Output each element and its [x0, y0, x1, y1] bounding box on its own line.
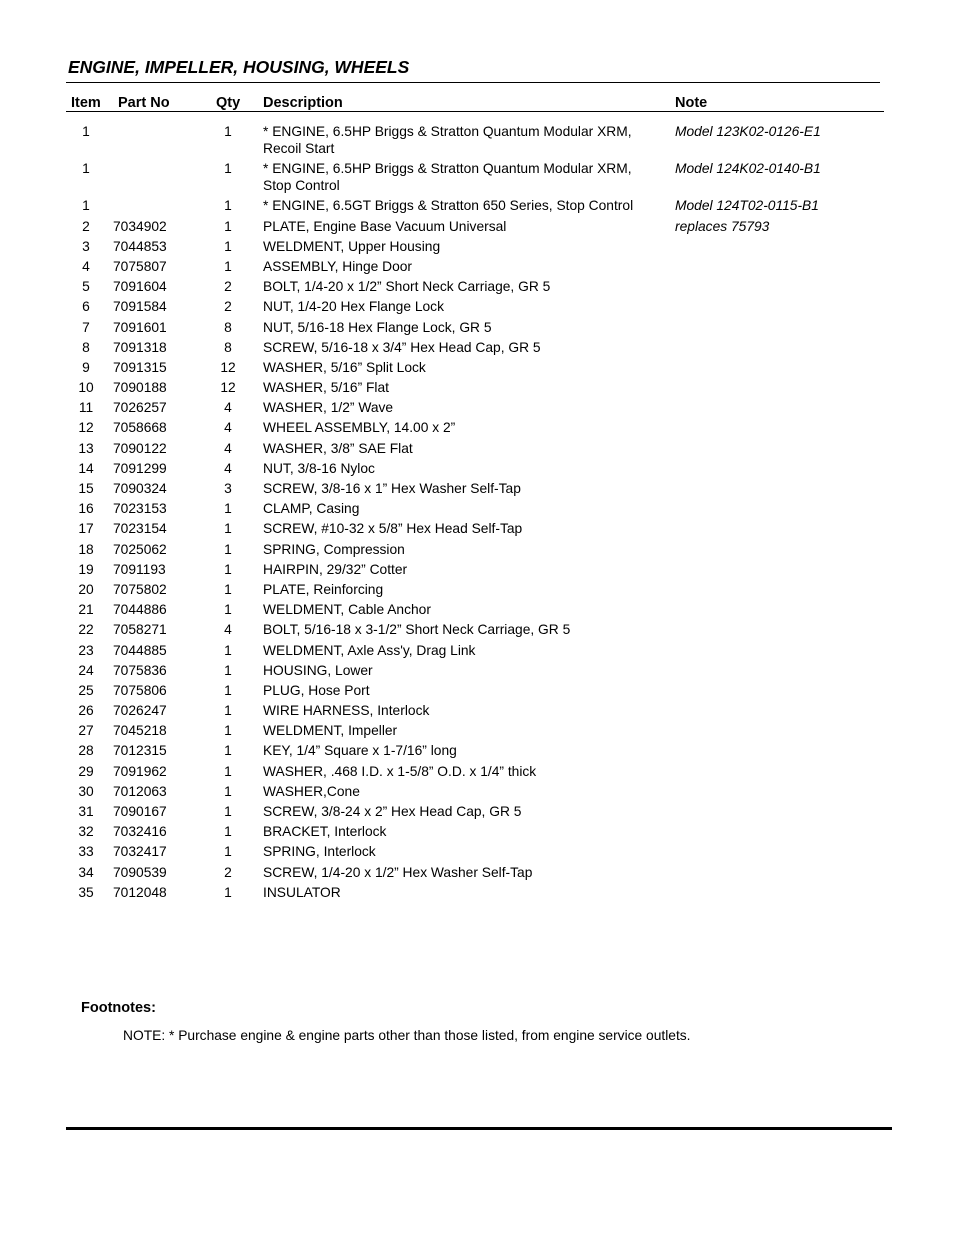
item-cell: 14 — [78, 460, 94, 476]
table-row — [0, 581, 954, 601]
table-row — [0, 399, 954, 419]
table-row — [0, 339, 954, 359]
part-no-cell: 7075802 — [113, 581, 167, 597]
item-cell: 1 — [82, 161, 90, 177]
description-cell: NUT, 3/8-16 Nyloc — [263, 460, 375, 476]
item-cell: 19 — [78, 561, 94, 577]
description-cell: SCREW, 5/16-18 x 3/4” Hex Head Cap, GR 5 — [263, 339, 541, 355]
item-cell: 18 — [78, 541, 94, 557]
item-cell: 9 — [82, 359, 90, 375]
description-cell: BRACKET, Interlock — [263, 824, 387, 840]
table-row — [0, 160, 954, 197]
description-cell: KEY, 1/4” Square x 1-7/16” long — [263, 743, 457, 759]
qty-cell: 1 — [224, 218, 232, 234]
item-cell: 12 — [78, 420, 94, 436]
qty-cell: 1 — [224, 763, 232, 779]
table-row — [0, 419, 954, 439]
item-cell: 20 — [78, 581, 94, 597]
item-cell: 35 — [78, 884, 94, 900]
item-cell: 33 — [78, 844, 94, 860]
qty-cell: 1 — [224, 238, 232, 254]
table-row — [0, 642, 954, 662]
note-cell: Model 124K02-0140-B1 — [675, 161, 821, 177]
description-cell: BOLT, 5/16-18 x 3-1/2” Short Neck Carriage, GR 5 — [263, 622, 571, 638]
part-no-cell: 7045218 — [113, 723, 167, 739]
item-cell: 29 — [78, 763, 94, 779]
item-cell: 32 — [78, 824, 94, 840]
item-cell: 17 — [78, 521, 94, 537]
part-no-cell: 7090539 — [113, 864, 167, 880]
qty-cell: 4 — [224, 622, 232, 638]
qty-cell: 1 — [224, 743, 232, 759]
part-no-cell: 7075807 — [113, 258, 167, 274]
part-no-cell: 7025062 — [113, 541, 167, 557]
item-cell: 2 — [82, 218, 90, 234]
description-cell: PLATE, Reinforcing — [263, 581, 384, 597]
item-cell: 27 — [78, 723, 94, 739]
qty-cell: 1 — [224, 844, 232, 860]
description-cell: WELDMENT, Cable Anchor — [263, 602, 431, 618]
description-cell: WELDMENT, Axle Ass'y, Drag Link — [263, 642, 476, 658]
description-cell: * ENGINE, 6.5GT Briggs & Stratton 650 Series, Stop Control — [263, 198, 634, 214]
qty-cell: 1 — [224, 602, 232, 618]
item-cell: 28 — [78, 743, 94, 759]
part-no-cell: 7091299 — [113, 460, 167, 476]
part-no-cell: 7044886 — [113, 602, 167, 618]
description-cell: WASHER, 5/16” Flat — [263, 380, 389, 396]
part-no-cell: 7091318 — [113, 339, 167, 355]
qty-cell: 1 — [224, 541, 232, 557]
table-row — [0, 520, 954, 540]
part-no-cell: 7058271 — [113, 622, 167, 638]
table-row — [0, 722, 954, 742]
part-no-cell: 7044853 — [113, 238, 167, 254]
part-no-cell: 7026257 — [113, 400, 167, 416]
part-no-cell: 7090167 — [113, 804, 167, 819]
qty-cell: 1 — [224, 703, 232, 719]
description-cell: WASHER, 5/16” Split Lock — [263, 359, 426, 375]
description-cell: WELDMENT, Upper Housing — [263, 238, 441, 254]
description-cell: NUT, 1/4-20 Hex Flange Lock — [263, 299, 444, 315]
table-row — [0, 379, 954, 399]
item-cell: 26 — [78, 703, 94, 719]
description-cell: WASHER,Cone — [263, 783, 360, 799]
description-cell: BOLT, 1/4-20 x 1/2” Short Neck Carriage, GR 5 — [263, 279, 551, 295]
item-cell: 21 — [78, 602, 94, 618]
table-row — [0, 561, 954, 581]
qty-cell: 2 — [224, 864, 232, 880]
page-title: ENGINE, IMPELLER, HOUSING, WHEELS — [68, 57, 410, 77]
qty-cell: 1 — [224, 662, 232, 678]
description-cell: HOUSING, Lower — [263, 662, 373, 678]
part-no-cell: 7012063 — [113, 783, 167, 799]
description-cell: INSULATOR — [263, 884, 341, 900]
description-cell: SCREW, 1/4-20 x 1/2” Hex Washer Self-Tap — [263, 864, 533, 880]
description-cell: WIRE HARNESS, Interlock — [263, 703, 430, 719]
item-cell: 16 — [78, 501, 94, 517]
part-no-cell: 7044885 — [113, 642, 167, 658]
qty-cell: 1 — [224, 581, 232, 597]
qty-cell: 1 — [224, 804, 232, 819]
part-no-cell: 7090188 — [113, 380, 167, 396]
description-cell: HAIRPIN, 29/32” Cotter — [263, 561, 408, 577]
item-cell: 5 — [82, 279, 90, 295]
table-row — [0, 742, 954, 762]
description-cell: PLUG, Hose Port — [263, 682, 370, 698]
item-cell: 10 — [78, 380, 94, 396]
qty-cell: 1 — [224, 124, 232, 139]
part-no-cell: 7012048 — [113, 884, 167, 900]
description-cell: * ENGINE, 6.5HP Briggs & Stratton Quantum Modular XRM, Stop Control — [263, 161, 632, 194]
header-qty: Qty — [216, 95, 241, 111]
qty-cell: 8 — [224, 319, 232, 335]
footnotes-title: Footnotes: — [81, 1000, 156, 1016]
qty-cell: 1 — [224, 884, 232, 900]
note-cell: Model 123K02-0126-E1 — [675, 124, 821, 139]
qty-cell: 1 — [224, 642, 232, 658]
qty-cell: 8 — [224, 339, 232, 355]
qty-cell: 1 — [224, 521, 232, 537]
table-row — [0, 803, 954, 823]
item-cell: 23 — [78, 642, 94, 658]
part-no-cell: 7032417 — [113, 844, 167, 860]
footnote-text: NOTE: * Purchase engine & engine parts other than those listed, from engine service outlets. — [123, 1028, 691, 1043]
part-no-cell: 7058668 — [113, 420, 167, 436]
part-no-cell: 7075836 — [113, 662, 167, 678]
qty-cell: 2 — [224, 299, 232, 315]
table-row — [0, 197, 954, 217]
item-cell: 7 — [82, 319, 90, 335]
part-no-cell: 7026247 — [113, 703, 167, 719]
table-row — [0, 319, 954, 339]
item-cell: 1 — [82, 198, 90, 214]
table-row — [0, 359, 954, 379]
qty-cell: 1 — [224, 501, 232, 517]
part-no-cell: 7091962 — [113, 763, 167, 779]
qty-cell: 12 — [220, 359, 236, 375]
table-row — [0, 278, 954, 298]
table-row — [0, 440, 954, 460]
table-row — [0, 460, 954, 480]
part-no-cell: 7091601 — [113, 319, 167, 335]
part-no-cell: 7090122 — [113, 440, 167, 456]
header-note: Note — [675, 95, 708, 111]
description-cell: WASHER, .468 I.D. x 1-5/8” O.D. x 1/4” thick — [263, 763, 537, 779]
item-cell: 8 — [82, 339, 90, 355]
qty-cell: 1 — [224, 824, 232, 840]
header-item: Item — [71, 95, 101, 111]
description-cell: SCREW, 3/8-24 x 2” Hex Head Cap, GR 5 — [263, 804, 522, 819]
item-cell: 6 — [82, 299, 90, 315]
item-cell: 31 — [78, 804, 94, 819]
part-no-cell: 7023154 — [113, 521, 167, 537]
qty-cell: 4 — [224, 460, 232, 476]
table-row — [0, 258, 954, 278]
table-row — [0, 843, 954, 863]
item-cell: 24 — [78, 662, 94, 678]
part-no-cell: 7091604 — [113, 279, 167, 295]
description-cell: WASHER, 3/8” SAE Flat — [263, 440, 413, 456]
item-cell: 13 — [78, 440, 94, 456]
description-cell: WASHER, 1/2” Wave — [263, 400, 394, 416]
table-row — [0, 298, 954, 318]
table-row — [0, 480, 954, 500]
qty-cell: 1 — [224, 783, 232, 799]
table-row — [0, 763, 954, 783]
header-divider — [66, 111, 884, 112]
part-no-cell: 7091193 — [113, 561, 166, 577]
item-cell: 3 — [82, 238, 90, 254]
description-cell: WELDMENT, Impeller — [263, 723, 398, 739]
part-no-cell: 7091584 — [113, 299, 167, 315]
description-cell: SCREW, #10-32 x 5/8” Hex Head Self-Tap — [263, 521, 523, 537]
table-row — [0, 238, 954, 258]
table-row — [0, 884, 954, 904]
table-row — [0, 662, 954, 682]
description-cell: NUT, 5/16-18 Hex Flange Lock, GR 5 — [263, 319, 492, 335]
description-cell: CLAMP, Casing — [263, 501, 360, 517]
table-row — [0, 864, 954, 884]
title-divider — [66, 82, 880, 83]
description-cell: SPRING, Compression — [263, 541, 405, 557]
header-part-no: Part No — [118, 95, 170, 111]
qty-cell: 1 — [224, 161, 232, 177]
item-cell: 30 — [78, 783, 94, 799]
qty-cell: 4 — [224, 440, 232, 456]
description-cell: PLATE, Engine Base Vacuum Universal — [263, 218, 507, 234]
qty-cell: 4 — [224, 400, 232, 416]
qty-cell: 4 — [224, 420, 232, 436]
item-cell: 11 — [78, 400, 94, 416]
part-no-cell: 7034902 — [113, 218, 167, 234]
item-cell: 25 — [78, 682, 94, 698]
part-no-cell: 7075806 — [113, 682, 167, 698]
parts-table — [0, 123, 954, 904]
item-cell: 15 — [78, 481, 94, 496]
item-cell: 34 — [78, 864, 94, 880]
bottom-divider — [66, 1127, 892, 1130]
note-cell: replaces 75793 — [675, 218, 770, 234]
qty-cell: 1 — [224, 682, 232, 698]
part-no-cell: 7012315 — [113, 743, 167, 759]
item-cell: 22 — [78, 622, 94, 638]
table-row — [0, 682, 954, 702]
description-cell: * ENGINE, 6.5HP Briggs & Stratton Quantum Modular XRM, Recoil Start — [263, 124, 632, 156]
table-row — [0, 218, 954, 238]
part-no-cell: 7091315 — [113, 359, 167, 375]
item-cell: 1 — [82, 124, 90, 139]
qty-cell: 1 — [224, 561, 232, 577]
table-row — [0, 621, 954, 641]
qty-cell: 2 — [224, 279, 232, 295]
qty-cell: 1 — [224, 198, 232, 214]
table-row — [0, 702, 954, 722]
description-cell: SPRING, Interlock — [263, 844, 376, 860]
part-no-cell: 7090324 — [113, 481, 167, 496]
qty-cell: 1 — [224, 258, 232, 274]
qty-cell: 12 — [220, 380, 236, 396]
table-header — [0, 95, 954, 112]
table-row — [0, 500, 954, 520]
table-row — [0, 541, 954, 561]
description-cell: SCREW, 3/8-16 x 1” Hex Washer Self-Tap — [263, 481, 521, 496]
header-description: Description — [263, 95, 343, 111]
part-no-cell: 7032416 — [113, 824, 167, 840]
table-row — [0, 601, 954, 621]
qty-cell: 1 — [224, 723, 232, 739]
item-cell: 4 — [82, 258, 90, 274]
description-cell: ASSEMBLY, Hinge Door — [263, 258, 413, 274]
table-row — [0, 783, 954, 803]
note-cell: Model 124T02-0115-B1 — [675, 198, 819, 214]
table-row — [0, 123, 954, 160]
part-no-cell: 7023153 — [113, 501, 167, 517]
description-cell: WHEEL ASSEMBLY, 14.00 x 2” — [263, 420, 456, 436]
qty-cell: 3 — [224, 481, 232, 496]
table-row — [0, 823, 954, 843]
